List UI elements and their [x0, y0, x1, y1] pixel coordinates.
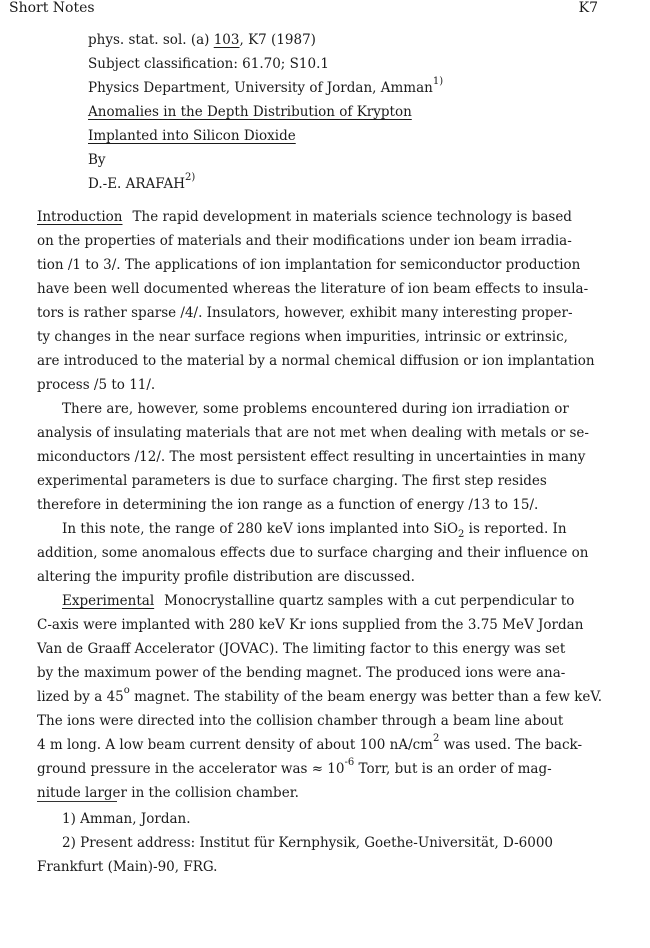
footnote-2-cont: Frankfurt (Main)-90, FRG.	[37, 859, 218, 875]
exp-line: Van de Graaff Accelerator (JOVAC). The limiting factor to this energy was set	[37, 641, 566, 657]
exp-line: lized by a 45$^o$ magnet. The stability of the beam energy was better than a few keV.	[37, 685, 603, 705]
footnote-divider	[37, 801, 117, 802]
exp-line: by the maximum power of the bending magnet. The produced ions were ana-	[37, 665, 566, 681]
intro-line: process /5 to 11/.	[37, 377, 156, 393]
exp-line: C-axis were implanted with 280 keV Kr ions supplied from the 3.75 MeV Jordan	[37, 617, 584, 633]
footnote-marker: 2)	[185, 172, 196, 183]
superscript: 2	[432, 733, 440, 744]
subject-classification: Subject classification: 61.70; S10.1	[88, 56, 329, 72]
affiliation-line: Physics Department, University of Jordan, Amman$^{1)}$	[88, 76, 444, 96]
para2-line: analysis of insulating materials that are not met when dealing with metals or se-	[37, 425, 589, 441]
paper-title-line-1: Anomalies in the Depth Distribution of Krypton	[88, 104, 412, 120]
para2-line: experimental parameters is due to surface charging. The first step resides	[37, 473, 547, 489]
para2-line: therefore in determining the ion range as a function of energy /13 to 15/.	[37, 497, 539, 513]
para3-line: altering the impurity profile distribution are discussed.	[37, 569, 415, 585]
para2-line: There are, however, some problems encountered during ion irradiation or	[62, 401, 569, 417]
exp-line: ground pressure in the accelerator was ≈ $10^{-6}$ Torr, but is an order of mag-	[37, 757, 552, 777]
volume-number: 103	[213, 32, 240, 48]
superscript: -6	[344, 757, 355, 768]
footnote-marker: 1)	[432, 76, 444, 87]
para2-line: miconductors /12/. The most persistent effect resulting in uncertainties in many	[37, 449, 586, 465]
citation-line: phys. stat. sol. (a) 103, K7 (1987)	[88, 32, 316, 48]
para3-line: addition, some anomalous effects due to surface charging and their influence on	[37, 545, 589, 561]
page-number: K7	[578, 0, 598, 16]
degree-superscript: o	[123, 685, 130, 696]
intro-line: ty changes in the near surface regions when impurities, intrinsic or extrinsic,	[37, 329, 568, 345]
section-label-introduction: Introduction	[37, 209, 123, 225]
intro-line: on the properties of materials and their modifications under ion beam irradia-	[37, 233, 572, 249]
section-label-experimental: Experimental	[62, 593, 155, 609]
paper-title-line-2: Implanted into Silicon Dioxide	[88, 128, 296, 144]
author-line: D.-E. ARAFAH$^{2)}$	[88, 172, 196, 192]
footnote-1: 1) Amman, Jordan.	[62, 811, 191, 827]
exp-line: Experimental Monocrystalline quartz samples with a cut perpendicular to	[62, 593, 575, 609]
intro-line: tors is rather sparse /4/. Insulators, however, exhibit many interesting proper-	[37, 305, 573, 321]
intro-line: Introduction The rapid development in materials science technology is based	[37, 209, 572, 225]
exp-line: The ions were directed into the collision chamber through a beam line about	[37, 713, 564, 729]
para3-line: In this note, the range of 280 keV ions implanted into SiO$_2$ is reported. In	[62, 521, 567, 540]
exp-line: 4 m long. A low beam current density of about 100 $nA/cm^2$ was used. The back-	[37, 733, 583, 753]
intro-line: tion /1 to 3/. The applications of ion implantation for semiconductor production	[37, 257, 581, 273]
intro-line: have been well documented whereas the literature of ion beam effects to insula-	[37, 281, 589, 297]
footnote-2: 2) Present address: Institut für Kernphysik, Goethe-Universität, D-6000	[62, 835, 554, 851]
intro-line: are introduced to the material by a normal chemical diffusion or ion implantation	[37, 353, 595, 369]
running-header-left: Short Notes	[9, 0, 95, 16]
by-line: By	[88, 152, 106, 168]
exp-line: nitude larger in the collision chamber.	[37, 785, 299, 801]
subscript: 2	[458, 529, 465, 540]
